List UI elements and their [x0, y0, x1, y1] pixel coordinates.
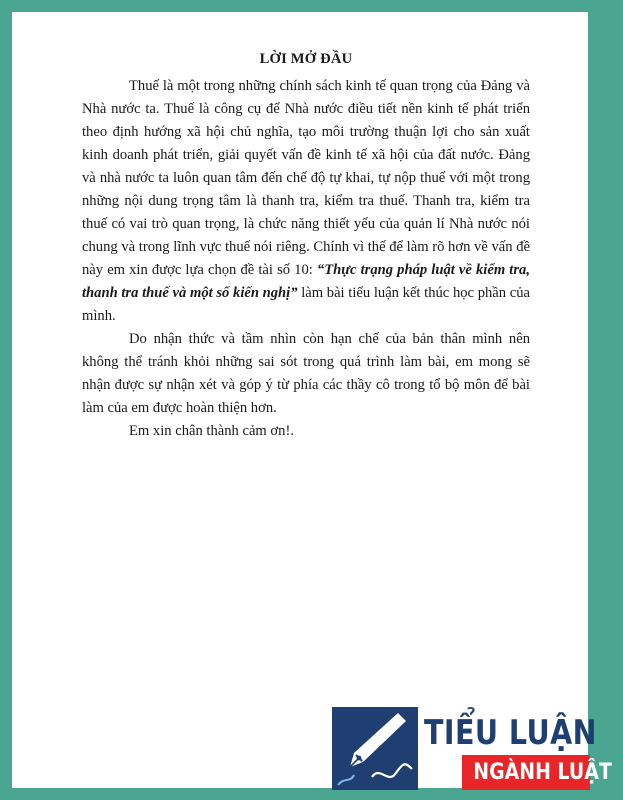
paragraph-1-text-b: làm bài tiểu luận kết thúc học phần của mình.: [82, 285, 530, 324]
brand-logo: [332, 707, 612, 790]
document-title: LỜI MỞ ĐẦU: [259, 51, 353, 67]
paragraph-1-text-a: Thuế là một trong những chính sách kinh tế quan trọng của Đảng và Nhà nước ta. Thuế là công cụ để Nhà nước điều tiết nền kinh tế phát triển theo định hướng xã hội chủ nghĩa, tạo môi trường thuận lợi cho sản xuất kinh doanh phát triển, giải quyết vấn đề kinh tế xã hội của đất nước. Đảng và nhà nước ta luôn quan tâm đến chế độ tự khai, tự nộp thuế với một trong những nội dung trọng tâm là thanh tra, kiểm tra thuế. Thanh tra, kiểm tra thuế có vai trò quan trọng, là chức năng thiết yếu của quản lí Nhà nước nói chung và trong lĩnh vực thuế nói riêng. Chính vì thế để làm rõ hơn về vấn đề này em xin được lựa chọn đề tài số 10:: [82, 78, 530, 278]
paragraph-3: Em xin chân thành cảm ơn!.: [129, 423, 294, 439]
logo-title: TIỂU LUẬN: [424, 713, 597, 753]
logo-subtitle-badge: [462, 755, 612, 790]
paragraph-1: [82, 75, 530, 328]
logo-subtitle: NGÀNH LUẬT: [473, 760, 612, 785]
document-body: [82, 48, 530, 443]
document-page: [12, 12, 612, 788]
paragraph-1-topic-emphasis: “Thực trạng pháp luật về kiểm tra, thanh tra thuế và một số kiến nghị”: [82, 262, 530, 301]
fountain-pen-nib-icon: [332, 707, 418, 790]
paragraph-2: Do nhận thức và tầm nhìn còn hạn chế của bản thân mình nên không thể tránh khỏi những sai sót trong quá trình làm bài, em mong sẽ nhận được sự nhận xét và góp ý từ phía các thầy cô trong tổ bộ môn để bài làm của em được hoàn thiện hơn.: [82, 331, 530, 416]
